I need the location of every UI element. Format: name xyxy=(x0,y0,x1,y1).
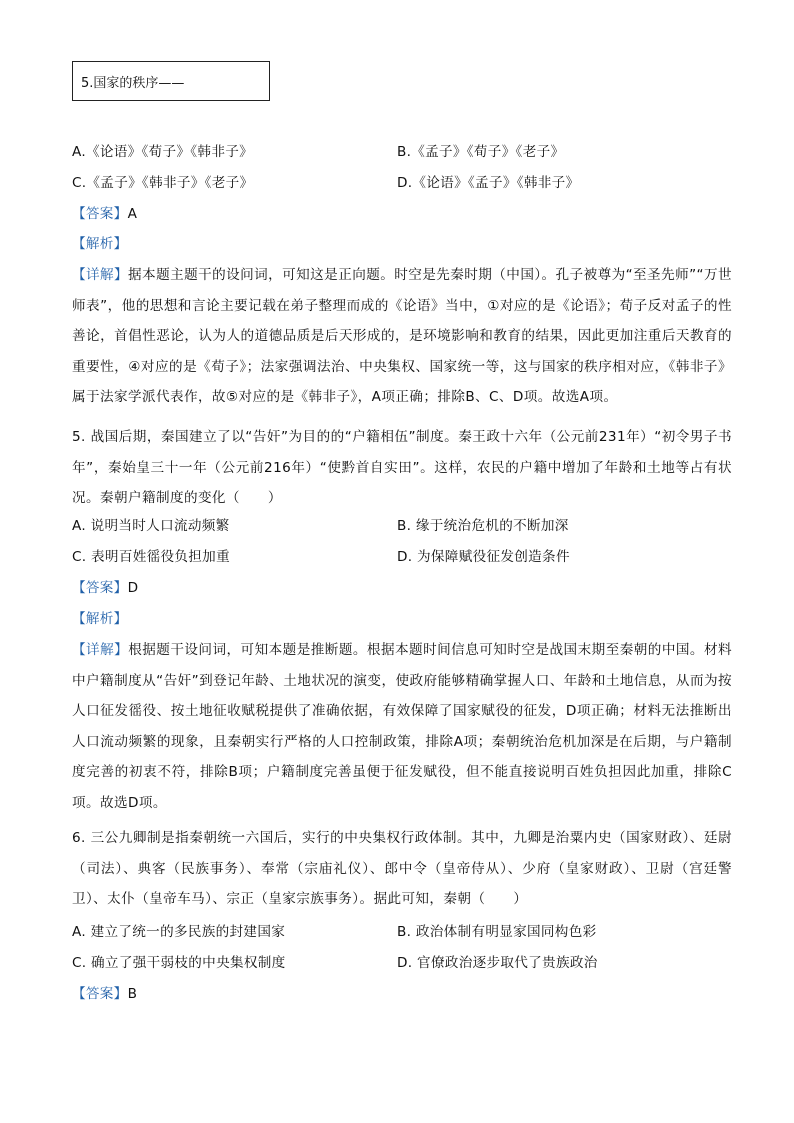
q5-option-c: C. 表明百姓徭役负担加重 xyxy=(72,549,230,565)
detail-paragraph xyxy=(72,260,732,413)
option-a: A.《论语》《荀子》《韩非子》 xyxy=(72,144,253,160)
q5-option-a: A. 说明当时人口流动频繁 xyxy=(72,518,230,534)
q6-answer-tag: 【答案】 xyxy=(72,986,128,1002)
q5-analysis-tag: 【解析】 xyxy=(72,611,128,627)
analysis-tag: 【解析】 xyxy=(72,236,128,252)
q6-option-d: D. 官僚政治逐步取代了贵族政治 xyxy=(397,955,598,971)
q5-answer-value: D xyxy=(127,580,139,596)
answer-line xyxy=(72,204,137,224)
option-c: C.《孟子》《韩非子》《老子》 xyxy=(72,175,254,191)
option-d: D.《论语》《孟子》《韩非子》 xyxy=(397,175,580,191)
question6-stem: 6. 三公九卿制是指秦朝统一六国后，实行的中央集权行政体制。其中，九卿是治粟内史（国家财政）、廷尉（司法）、典客（民族事务）、奉常（宗庙礼仪）、郎中令（皇帝侍从）、少府（皇家财政）、卫尉（宫廷警卫）、太仆（皇帝车马）、宗正（皇家宗族事务）。据此可知，秦朝（ ） xyxy=(72,830,732,907)
q5-answer-tag: 【答案】 xyxy=(72,580,128,596)
q6-answer-line xyxy=(72,984,137,1004)
q5-detail-paragraph xyxy=(72,635,732,818)
answer-tag: 【答案】 xyxy=(72,206,128,222)
detail-text: 据本题主题干的设问词，可知这是正向题。时空是先秦时期（中国）。孔子被尊为“至圣先师”“万世师表”，他的思想和言论主要记载在弟子整理而成的《论语》当中，①对应的是《论语》；荀子反对孟子的性善论，首倡性恶论，认为人的道德品质是后天形成的，是环境影响和教育的结果，因此更加注重后天教育的重要性，④对应的是《荀子》；法家强调法治、中央集权、国家统一等，这与国家的秩序相对应，《韩非子》属于法家学派代表作，故⑤对应的是《韩非子》，A项正确；排除B、C、D项。故选A项。 xyxy=(72,267,732,405)
q5-answer-line xyxy=(72,578,138,598)
q6-answer-value: B xyxy=(127,986,138,1002)
detail-tag: 【详解】 xyxy=(72,267,129,283)
q5-detail-text: 根据题干设问词，可知本题是推断题。根据本题时间信息可知时空是战国末期至秦朝的中国。材料中户籍制度从“告奸”到登记年龄、土地状况的演变，使政府能够精确掌握人口、年龄和土地信息，从而为按人口征发徭役、按土地征收赋税提供了准确依据，有效保障了国家赋役的征发，D项正确；材料无法推断出人口流动频繁的现象，且秦朝实行严格的人口控制政策，排除A项；秦朝统治危机加深是在后期，与户籍制度完善的初衷不符，排除B项；户籍制度完善虽便于征发赋役，但不能直接说明百姓负担因此加重，排除C项。故选D项。 xyxy=(72,642,732,811)
option-b: B.《孟子》《荀子》《老子》 xyxy=(397,144,565,160)
question5-stem: 5. 战国后期，秦国建立了以“告奸”为目的的“户籍相伍”制度。秦王政十六年（公元前231年）“初令男子书年”，秦始皇三十一年（公元前216年）“使黔首自实田”。这样，农民的户籍中增加了年龄和土地等占有状况。秦朝户籍制度的变化（ ） xyxy=(72,429,732,506)
q5-option-d: D. 为保障赋役征发创造条件 xyxy=(397,549,570,565)
boxed-heading: 5.国家的秩序—— xyxy=(72,61,270,101)
q5-option-b: B. 缘于统治危机的不断加深 xyxy=(397,518,569,534)
answer-value: A xyxy=(127,206,138,222)
q6-option-a: A. 建立了统一的多民族的封建国家 xyxy=(72,924,286,940)
q6-option-c: C. 确立了强干弱枝的中央集权制度 xyxy=(72,955,286,971)
q6-option-b: B. 政治体制有明显家国同构色彩 xyxy=(397,924,597,940)
q5-detail-tag: 【详解】 xyxy=(72,642,129,658)
